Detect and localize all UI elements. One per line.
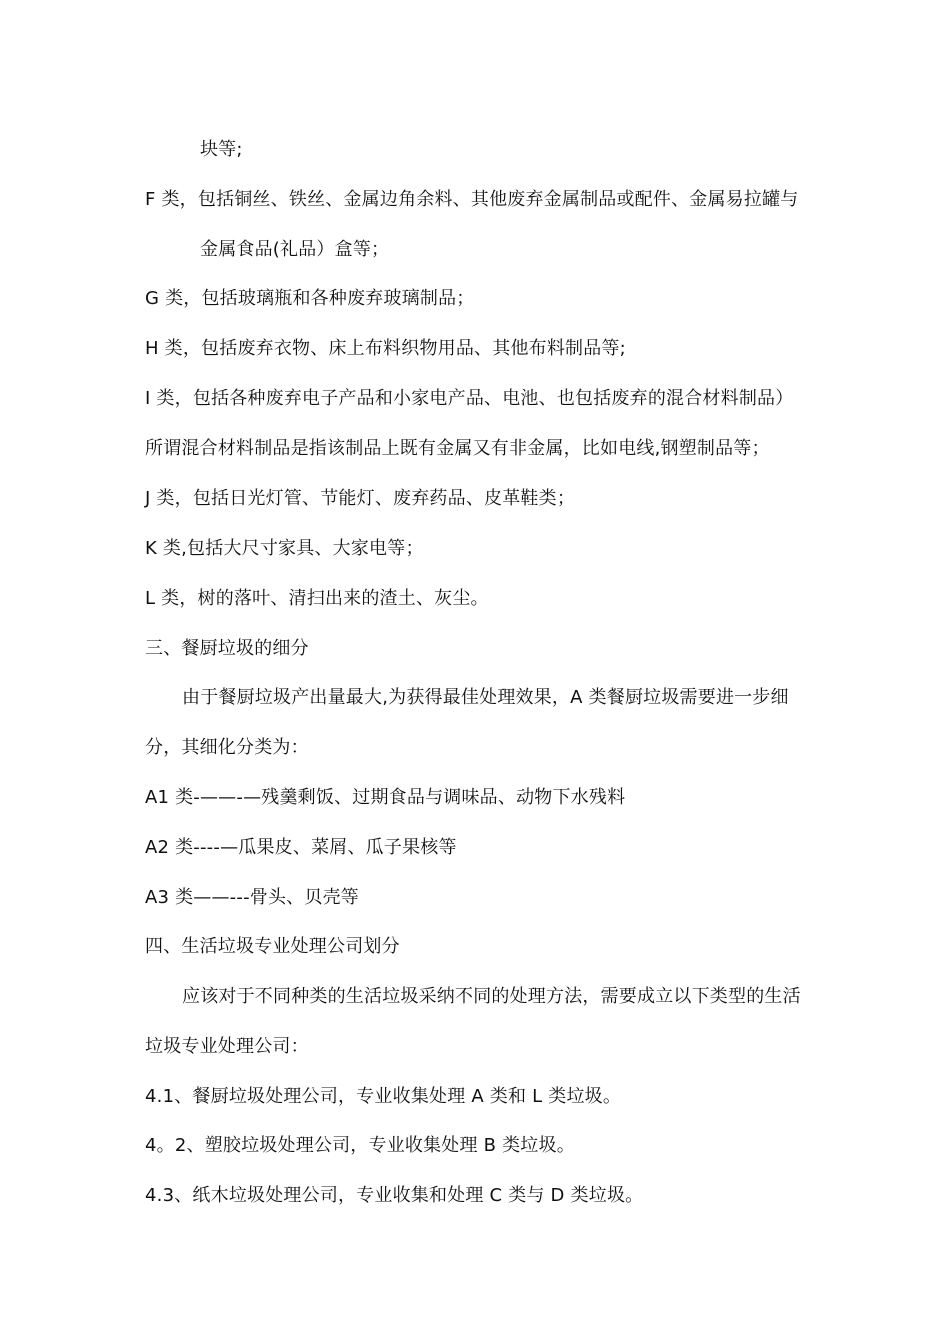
text-line: 4.1、餐厨垃圾处理公司，专业收集处理 A 类和 L 类垃圾。 <box>145 1086 622 1107</box>
text-line: 金属食品(礼品）盒等； <box>200 239 390 260</box>
paragraph-line: 应该对于不同种类的生活垃圾采纳不同的处理方法，需要成立以下类型的生活 <box>182 986 801 1007</box>
text-line: J 类，包括日光灯管、节能灯、废弃药品、皮革鞋类； <box>145 488 576 509</box>
text-line: 4。2、塑胶垃圾处理公司，专业收集处理 B 类垃圾。 <box>145 1135 575 1156</box>
text-line: A3 类——---骨头、贝壳等 <box>145 887 359 908</box>
text-line: 所谓混合材料制品是指该制品上既有金属又有非金属，比如电线,钢塑制品等； <box>145 438 770 459</box>
text-line: H 类，包括废弃衣物、床上布料织物用品、其他布料制品等; <box>145 338 626 359</box>
text-line: 块等; <box>200 139 243 160</box>
text-line: A2 类----—瓜果皮、菜屑、瓜子果核等 <box>145 837 457 858</box>
text-line: L 类，树的落叶、清扫出来的渣土、灰尘。 <box>145 588 489 609</box>
section-heading: 三、餐厨垃圾的细分 <box>145 638 309 659</box>
paragraph-line: 垃圾专业处理公司： <box>145 1036 309 1057</box>
text-line: K 类,包括大尺寸家具、大家电等； <box>145 538 424 559</box>
paragraph-line: 由于餐厨垃圾产出量最大,为获得最佳处理效果，A 类餐厨垃圾需要进一步细 <box>182 687 789 708</box>
paragraph-line: 分，其细化分类为： <box>145 737 309 758</box>
text-line: I 类，包括各种废弃电子产品和小家电产品、电池、也包括废弃的混合材料制品） <box>145 388 794 409</box>
text-line: 4.3、纸木垃圾处理公司，专业收集和处理 C 类与 D 类垃圾。 <box>145 1185 644 1206</box>
text-line: A1 类-——-—残羹剩饭、过期食品与调味品、动物下水残料 <box>145 787 626 808</box>
text-line: F 类，包括铜丝、铁丝、金属边角余料、其他废弃金属制品或配件、金属易拉罐与 <box>145 189 799 210</box>
section-heading: 四、生活垃圾专业处理公司划分 <box>145 936 400 957</box>
text-line: G 类，包括玻璃瓶和各种废弃玻璃制品； <box>145 288 475 309</box>
